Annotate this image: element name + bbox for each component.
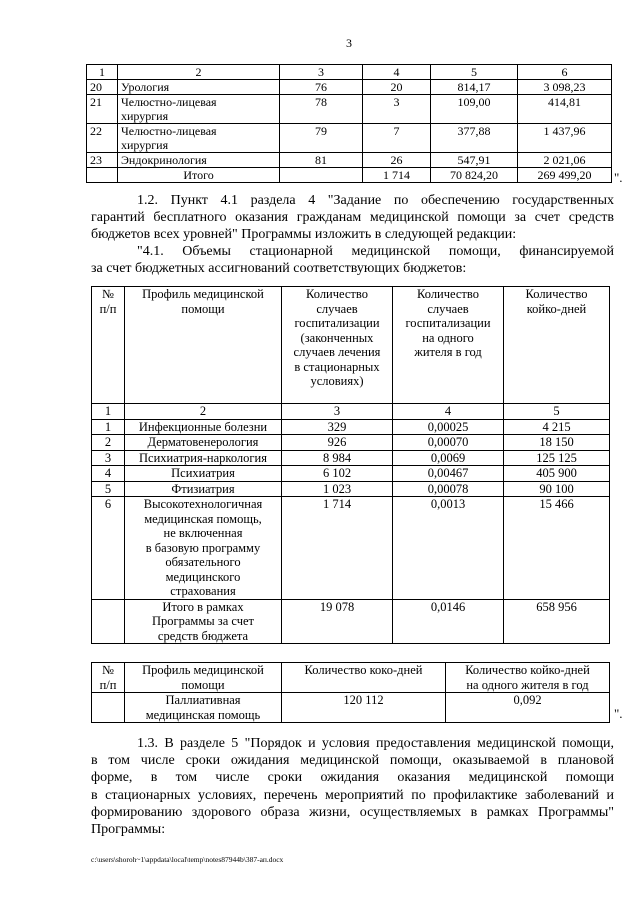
profile-name: Психиатрия (125, 466, 282, 482)
table-row (92, 450, 610, 466)
profile-name: Дерматовенерология (125, 435, 282, 451)
column-number-1: 1 (92, 404, 125, 420)
cases-value: 926 (282, 435, 393, 451)
profile-name: Фтизиатрия (125, 481, 282, 497)
text-line: бюджетов всех уровней" Программы изложить в следующей редакции: (91, 227, 517, 243)
col-6-value: 1 437,96 (518, 124, 612, 153)
total-bed-days: 658 956 (504, 599, 610, 644)
table-palliative-care (91, 662, 610, 723)
column-number-1: 1 (87, 65, 118, 80)
total-empty-cell (280, 168, 363, 183)
bed-days-value: 4 215 (504, 419, 610, 435)
header-per-resident: Количество случаев госпитализации на одного жителя в год (393, 287, 504, 404)
table-inpatient-volumes (91, 286, 610, 644)
row-number: 22 (87, 124, 118, 153)
numbering-row (92, 404, 610, 420)
per-resident-value: 0,0013 (393, 497, 504, 600)
col-4-value: 7 (363, 124, 431, 153)
profile-name: Паллиативная медицинская помощь (125, 693, 282, 723)
column-number-4: 4 (363, 65, 431, 80)
total-col-4: 1 714 (363, 168, 431, 183)
text-line: Программы: (91, 822, 166, 838)
per-resident-value: 0,00025 (393, 419, 504, 435)
profile-name: Урология (118, 80, 280, 95)
col-6-value: 414,81 (518, 95, 612, 124)
column-number-6: 6 (518, 65, 612, 80)
column-number-2: 2 (118, 65, 280, 80)
table-row (87, 80, 612, 95)
row-number (92, 693, 125, 723)
header-profile: Профиль медицинской помощи (125, 287, 282, 404)
profile-name: Челюстно-лицевая хирургия (118, 124, 280, 153)
text-line: за счет бюджетных ассигнований соответствующих бюджетов: (91, 261, 467, 277)
cases-value: 6 102 (282, 466, 393, 482)
column-number-2: 2 (125, 404, 282, 420)
row-number: 6 (92, 497, 125, 600)
table-header-row (92, 663, 610, 693)
header-number: № п/п (92, 663, 125, 693)
page-number: 3 (346, 36, 352, 50)
table-row (92, 497, 610, 600)
table-row (92, 466, 610, 482)
per-resident-value: 0,00467 (393, 466, 504, 482)
row-number: 3 (92, 450, 125, 466)
row-number: 1 (92, 419, 125, 435)
total-label: Итого в рамках Программы за счет средств бюджета (125, 599, 282, 644)
per-resident-value: 0,00078 (393, 481, 504, 497)
table-row (92, 435, 610, 451)
row-number: 23 (87, 153, 118, 168)
total-cases: 19 078 (282, 599, 393, 644)
table-header-row (87, 65, 612, 80)
cases-value: 1 023 (282, 481, 393, 497)
table1-close-quote: ". (614, 170, 623, 185)
col-3-value: 78 (280, 95, 363, 124)
bed-days-value: 125 125 (504, 450, 610, 466)
total-col-6: 269 499,20 (518, 168, 612, 183)
table-row (87, 153, 612, 168)
column-number-5: 5 (504, 404, 610, 420)
table-row (92, 481, 610, 497)
column-number-5: 5 (431, 65, 518, 80)
text-line: 1.3. В разделе 5 "Порядок и условия предоставления медицинской помощи, (137, 736, 614, 751)
header-bed-days: Количество койко-дней (504, 287, 610, 404)
bed-days-value: 120 112 (282, 693, 446, 723)
table-row (87, 95, 612, 124)
text-line: формированию здорового образа жизни, осуществляемых в рамках Программы" (91, 804, 614, 820)
row-number: 2 (92, 435, 125, 451)
col-4-value: 20 (363, 80, 431, 95)
col-4-value: 26 (363, 153, 431, 168)
paragraph-1-3 (91, 735, 614, 838)
col-3-value: 81 (280, 153, 363, 168)
col-3-value: 76 (280, 80, 363, 95)
bed-days-value: 18 150 (504, 435, 610, 451)
bed-days-value: 405 900 (504, 466, 610, 482)
table-row (92, 693, 610, 723)
col-5-value: 109,00 (431, 95, 518, 124)
profile-name: Эндокринология (118, 153, 280, 168)
header-profile: Профиль медицинской помощи (125, 663, 282, 693)
total-row (92, 599, 610, 644)
profile-name: Высокотехнологичная медицинская помощь, не включенная в базовую программу обязательного медицинского страхования (125, 497, 282, 600)
col-6-value: 2 021,06 (518, 153, 612, 168)
table3-close-quote: ". (614, 706, 623, 721)
text-line: в стационарных условиях, перечень мероприятий по профилактике заболеваний и (91, 787, 614, 803)
row-number: 20 (87, 80, 118, 95)
text-line: в том числе сроки ожидания медицинской помощи, оказываемой в плановой (91, 753, 614, 769)
cases-value: 8 984 (282, 450, 393, 466)
total-empty-cell (87, 168, 118, 183)
bed-days-value: 15 466 (504, 497, 610, 600)
paragraph-1-2 (91, 192, 614, 244)
text-line: форме, в том числе сроки ожидания оказания медицинской помощи (91, 770, 614, 786)
profile-name: Челюстно-лицевая хирургия (118, 95, 280, 124)
header-per-resident: Количество койко-дней на одного жителя в год (446, 663, 610, 693)
total-per-resident: 0,0146 (393, 599, 504, 644)
text-line: гарантий бесплатного оказания гражданам медицинской помощи за счет средств (91, 210, 614, 226)
col-4-value: 3 (363, 95, 431, 124)
per-resident-value: 0,00070 (393, 435, 504, 451)
table-row (87, 124, 612, 153)
row-number: 21 (87, 95, 118, 124)
total-row (87, 168, 612, 183)
bed-days-value: 90 100 (504, 481, 610, 497)
cases-value: 329 (282, 419, 393, 435)
text-line: "4.1. Объемы стационарной медицинской помощи, финансируемой (137, 244, 614, 259)
col-5-value: 814,17 (431, 80, 518, 95)
row-number: 4 (92, 466, 125, 482)
paragraph-4-1 (91, 243, 614, 277)
column-number-3: 3 (282, 404, 393, 420)
per-resident-value: 0,0069 (393, 450, 504, 466)
table-hospital-continuation (86, 64, 612, 183)
header-cases: Количество случаев госпитализации (законченных случаев лечения в стационарных условиях) (282, 287, 393, 404)
header-number: № п/п (92, 287, 125, 404)
profile-name: Инфекционные болезни (125, 419, 282, 435)
total-label: Итого (118, 168, 280, 183)
cases-value: 1 714 (282, 497, 393, 600)
text-line: 1.2. Пункт 4.1 раздела 4 "Задание по обеспечению государственных (137, 193, 614, 208)
header-bed-days: Количество коко-дней (282, 663, 446, 693)
table-row (92, 419, 610, 435)
col-5-value: 377,88 (431, 124, 518, 153)
table-header-row (92, 287, 610, 404)
col-5-value: 547,91 (431, 153, 518, 168)
total-col-5: 70 824,20 (431, 168, 518, 183)
row-number: 5 (92, 481, 125, 497)
column-number-4: 4 (393, 404, 504, 420)
profile-name: Психиатрия-наркология (125, 450, 282, 466)
column-number-3: 3 (280, 65, 363, 80)
footer-file-path: c:\users\shoroh~1\appdata\local\temp\notes87944b\387-ап.docx (91, 855, 284, 864)
col-6-value: 3 098,23 (518, 80, 612, 95)
col-3-value: 79 (280, 124, 363, 153)
total-empty-cell (92, 599, 125, 644)
per-resident-value: 0,092 (446, 693, 610, 723)
